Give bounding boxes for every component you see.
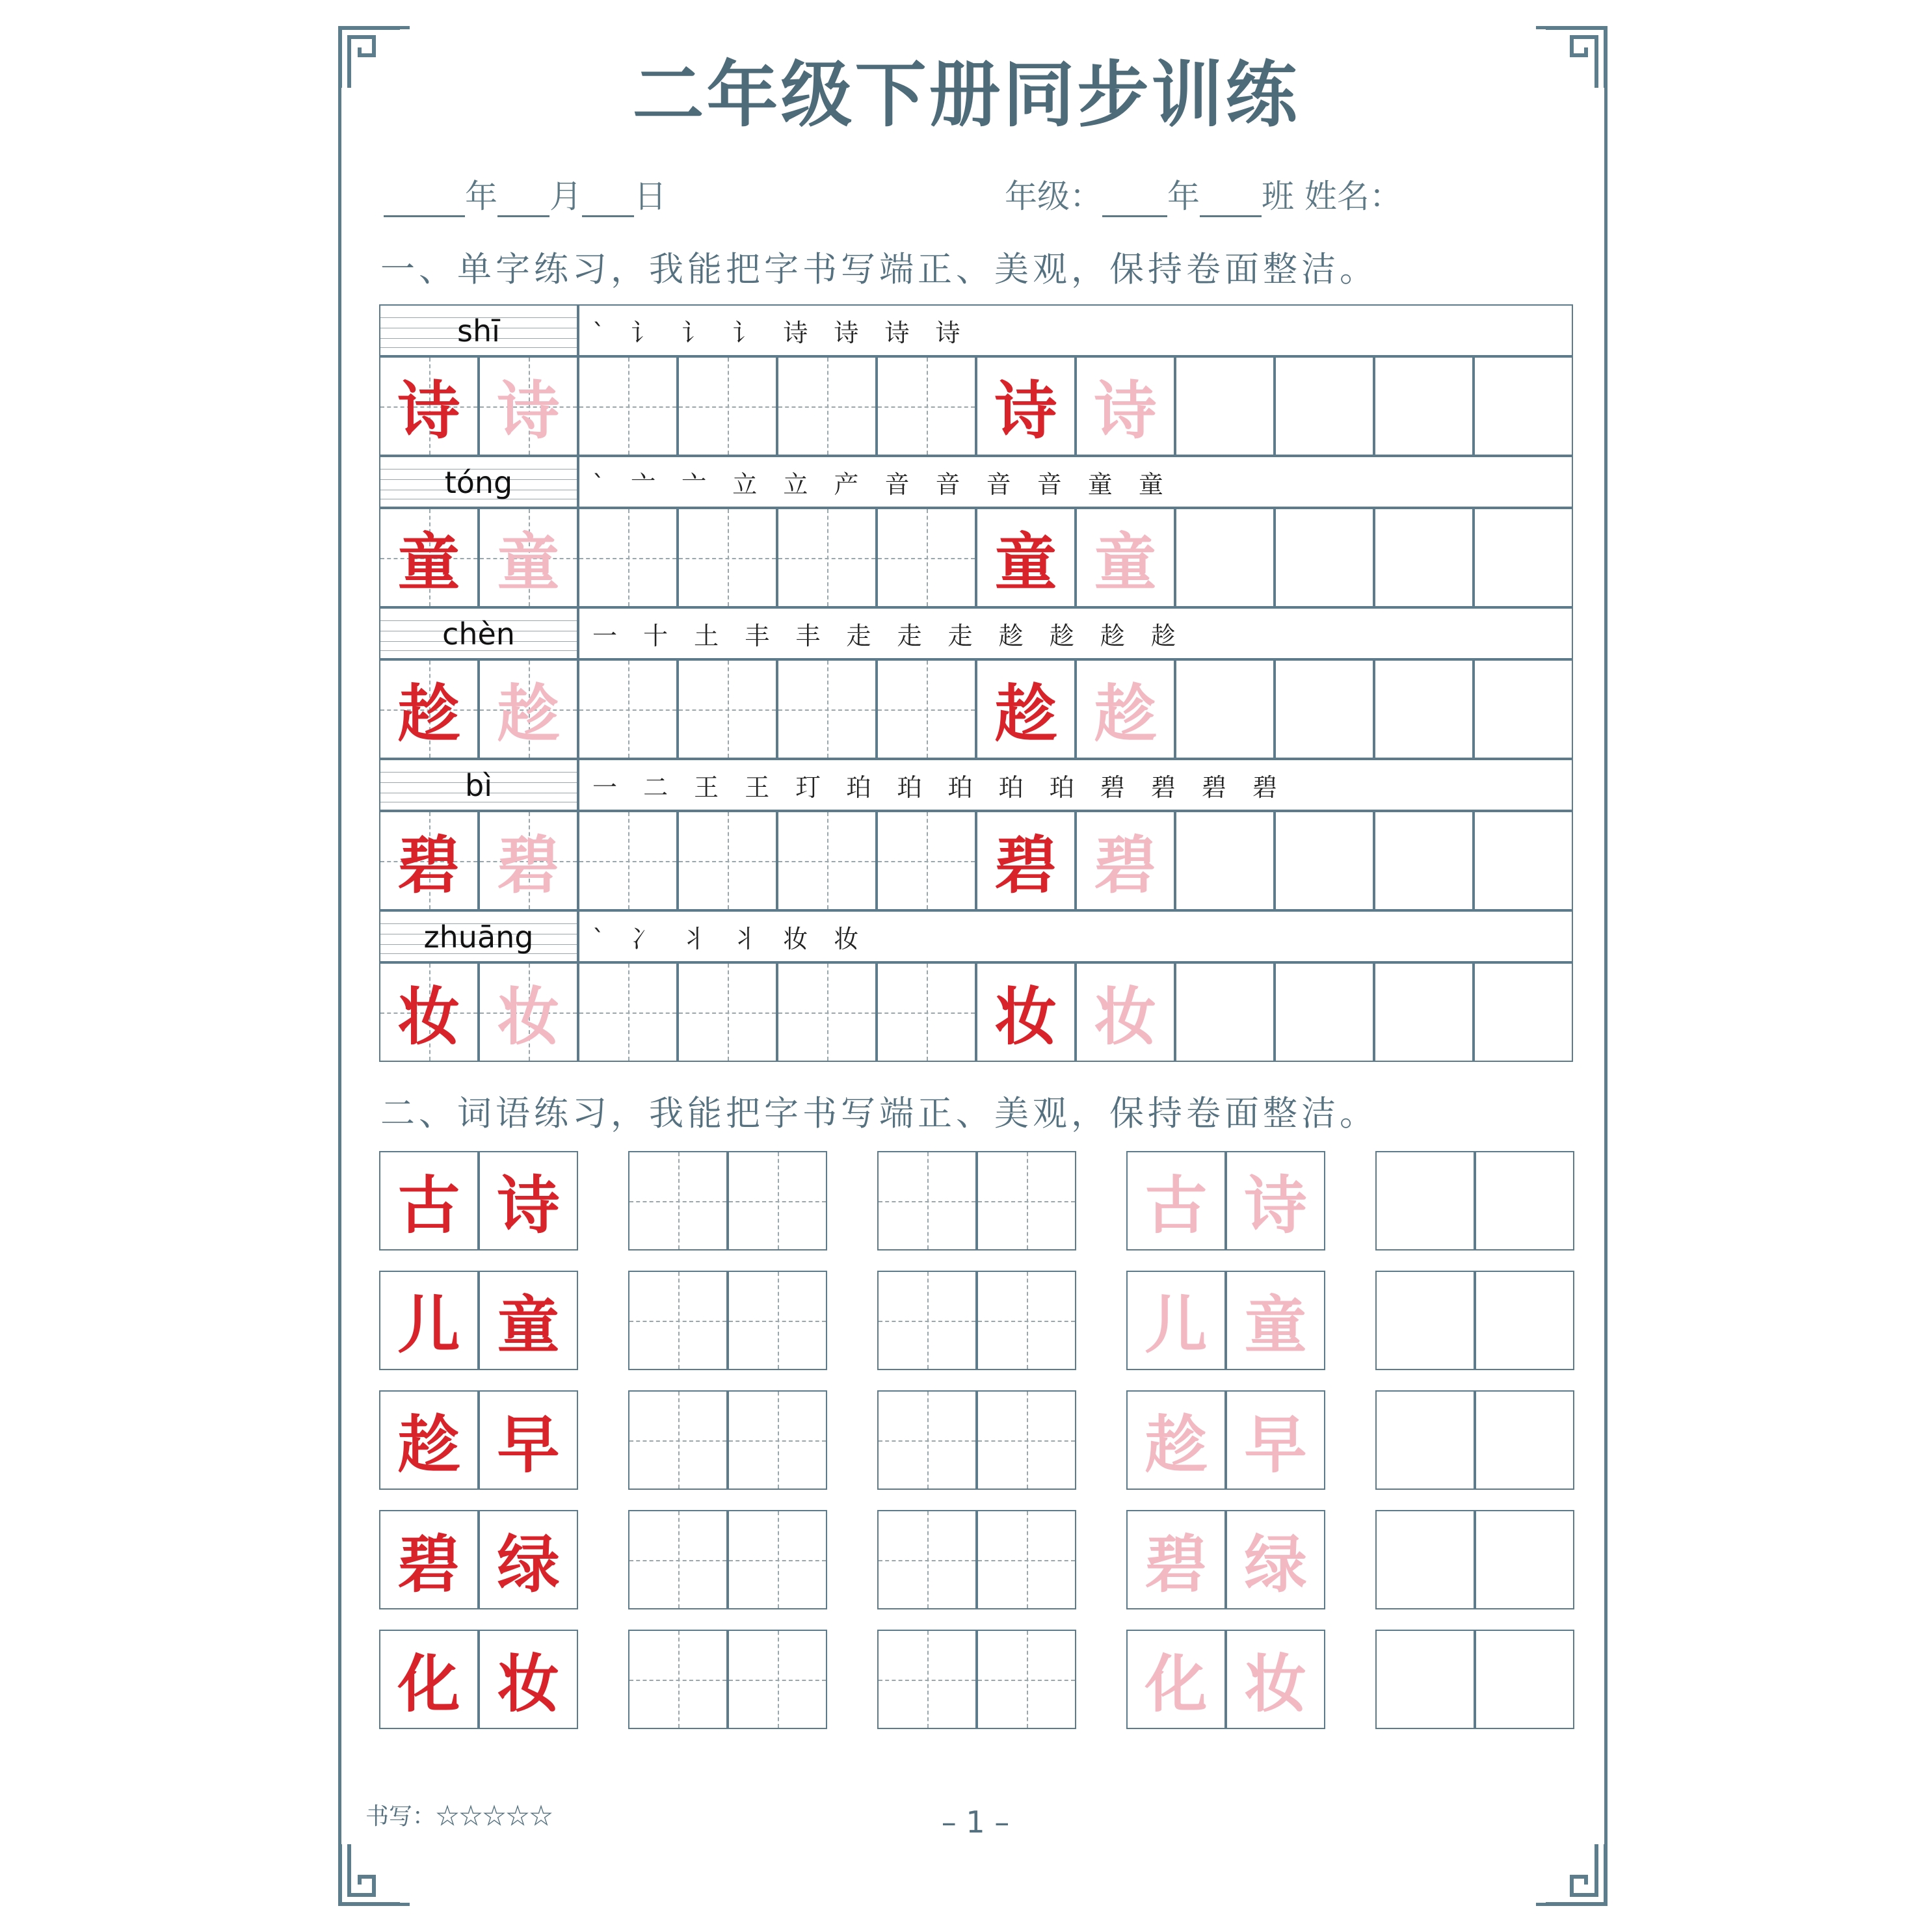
practice-cell[interactable] xyxy=(578,356,678,456)
trace-char: 童 xyxy=(1094,526,1157,599)
char-cell[interactable] xyxy=(976,356,1076,456)
guide-horizontal xyxy=(878,861,975,862)
word-practice-cell[interactable] xyxy=(977,1390,1076,1490)
word-char-cell[interactable] xyxy=(479,1390,578,1490)
model-char: 碧 xyxy=(994,829,1057,902)
guide-horizontal xyxy=(778,709,875,711)
practice-cell[interactable] xyxy=(678,962,777,1062)
guide-horizontal xyxy=(978,1440,1075,1442)
trace-char: 碧 xyxy=(1145,1528,1208,1601)
word-practice-cell[interactable] xyxy=(977,1510,1076,1609)
pinyin-text: shī xyxy=(457,313,500,349)
page-title: 二年级下册同步训练 xyxy=(632,53,1300,137)
practice-cell[interactable] xyxy=(1175,811,1275,910)
word-practice-cell[interactable] xyxy=(628,1510,728,1609)
stroke-order: 一 二 王 王 玎 珀 珀 珀 珀 珀 碧 碧 碧 碧 xyxy=(578,759,1573,811)
word-practice-cell[interactable] xyxy=(1475,1151,1574,1251)
word-char-cell[interactable] xyxy=(379,1151,479,1251)
guide-horizontal xyxy=(679,558,776,559)
model-char: 童 xyxy=(497,1289,560,1362)
guide-horizontal xyxy=(679,709,776,711)
guide-horizontal xyxy=(879,1560,975,1561)
model-char: 趁 xyxy=(397,1409,460,1481)
char-cell[interactable] xyxy=(379,811,479,910)
word-char-cell[interactable] xyxy=(379,1390,479,1490)
trace-char: 诗 xyxy=(1244,1169,1307,1242)
model-char: 碧 xyxy=(397,829,460,902)
word-char-cell[interactable] xyxy=(479,1151,578,1251)
guide-horizontal xyxy=(729,1680,826,1681)
word-char-cell[interactable] xyxy=(1226,1630,1325,1729)
pinyin-text: bì xyxy=(465,768,492,803)
word-practice-cell[interactable] xyxy=(728,1271,827,1370)
stroke-order: ` 讠 讠 讠 诗 诗 诗 诗 xyxy=(578,304,1573,356)
frame-left xyxy=(338,26,341,1906)
guide-horizontal xyxy=(729,1560,826,1561)
guide-horizontal xyxy=(879,1680,975,1681)
practice-cell[interactable] xyxy=(578,811,678,910)
guide-horizontal xyxy=(629,1321,726,1322)
word-char-cell[interactable] xyxy=(1126,1510,1226,1609)
char-cell[interactable] xyxy=(976,811,1076,910)
guide-horizontal xyxy=(579,709,676,711)
word-char-cell[interactable] xyxy=(1126,1390,1226,1490)
practice-cell[interactable] xyxy=(877,356,976,456)
guide-horizontal xyxy=(978,1560,1075,1561)
pinyin-cell xyxy=(379,607,578,659)
word-char-cell[interactable] xyxy=(479,1630,578,1729)
char-cell[interactable] xyxy=(1076,508,1175,607)
class-blank[interactable] xyxy=(1200,184,1262,217)
char-cell[interactable] xyxy=(976,508,1076,607)
trace-char: 趁 xyxy=(1094,678,1157,750)
practice-cell[interactable] xyxy=(1474,811,1573,910)
practice-cell[interactable] xyxy=(578,962,678,1062)
guide-horizontal xyxy=(629,1560,726,1561)
writing-rating: 书写：☆☆☆☆☆ xyxy=(365,1803,553,1830)
stroke-order: ` 亠 亠 立 立 产 音 音 音 音 童 童 xyxy=(578,456,1573,508)
practice-cell[interactable] xyxy=(678,659,777,759)
student-info-line xyxy=(1005,170,1402,216)
char-cell[interactable] xyxy=(379,356,479,456)
practice-cell[interactable] xyxy=(678,811,777,910)
word-practice-cell[interactable] xyxy=(628,1151,728,1251)
word-practice-cell[interactable] xyxy=(1475,1630,1574,1729)
guide-horizontal xyxy=(878,558,975,559)
practice-cell[interactable] xyxy=(1474,508,1573,607)
guide-horizontal xyxy=(679,1012,776,1014)
char-cell[interactable] xyxy=(1076,962,1175,1062)
practice-cell[interactable] xyxy=(777,811,877,910)
trace-char: 碧 xyxy=(497,829,560,902)
trace-char: 童 xyxy=(497,526,560,599)
practice-cell[interactable] xyxy=(777,356,877,456)
guide-horizontal xyxy=(878,709,975,711)
practice-cell[interactable] xyxy=(1275,811,1374,910)
model-char: 诗 xyxy=(994,375,1057,447)
word-char-cell[interactable] xyxy=(1126,1630,1226,1729)
char-cell[interactable] xyxy=(479,508,578,607)
year-blank[interactable] xyxy=(384,184,465,217)
grade-blank[interactable] xyxy=(1102,184,1167,217)
model-char: 碧 xyxy=(397,1528,460,1601)
trace-char: 趁 xyxy=(497,678,560,750)
char-cell[interactable] xyxy=(976,962,1076,1062)
practice-cell[interactable] xyxy=(1275,508,1374,607)
word-practice-cell[interactable] xyxy=(877,1510,977,1609)
word-practice-cell[interactable] xyxy=(728,1390,827,1490)
char-cell[interactable] xyxy=(1076,659,1175,759)
pinyin-text: chèn xyxy=(442,616,515,652)
word-char-cell[interactable] xyxy=(1226,1510,1325,1609)
model-char: 趁 xyxy=(397,678,460,750)
name-label: 姓名： xyxy=(1304,178,1402,215)
practice-cell[interactable] xyxy=(578,508,678,607)
trace-char: 趁 xyxy=(1145,1409,1208,1481)
date-line xyxy=(384,170,667,216)
word-practice-cell[interactable] xyxy=(728,1630,827,1729)
guide-horizontal xyxy=(729,1321,826,1322)
model-char: 古 xyxy=(397,1169,460,1242)
trace-char: 妆 xyxy=(497,981,560,1053)
practice-cell[interactable] xyxy=(578,659,678,759)
pinyin-text: tóng xyxy=(444,465,513,500)
word-practice-cell[interactable] xyxy=(1475,1510,1574,1609)
trace-char: 诗 xyxy=(497,375,560,447)
trace-char: 碧 xyxy=(1094,829,1157,902)
day-blank[interactable] xyxy=(582,184,634,217)
word-practice-cell[interactable] xyxy=(877,1630,977,1729)
word-char-cell[interactable] xyxy=(1226,1151,1325,1251)
word-char-cell[interactable] xyxy=(479,1510,578,1609)
model-char: 童 xyxy=(994,526,1057,599)
section1-title: 一、单字练习，我能把字书写端正、美观，保持卷面整洁。 xyxy=(380,250,1378,289)
practice-cell[interactable] xyxy=(777,508,877,607)
practice-cell[interactable] xyxy=(777,659,877,759)
word-practice-cell[interactable] xyxy=(628,1630,728,1729)
guide-horizontal xyxy=(978,1321,1075,1322)
word-practice-cell[interactable] xyxy=(728,1510,827,1609)
practice-cell[interactable] xyxy=(1374,356,1474,456)
guide-horizontal xyxy=(778,406,875,408)
year-label: 年 xyxy=(465,178,497,215)
word-char-cell[interactable] xyxy=(1226,1271,1325,1370)
practice-cell[interactable] xyxy=(1175,508,1275,607)
guide-horizontal xyxy=(879,1321,975,1322)
guide-horizontal xyxy=(778,1012,875,1014)
char-cell[interactable] xyxy=(976,659,1076,759)
pinyin-text: zhuāng xyxy=(423,920,534,955)
practice-cell[interactable] xyxy=(1474,356,1573,456)
char-cell[interactable] xyxy=(379,508,479,607)
practice-cell[interactable] xyxy=(1275,356,1374,456)
practice-cell[interactable] xyxy=(1374,508,1474,607)
trace-char: 化 xyxy=(1145,1648,1208,1721)
practice-cell[interactable] xyxy=(1275,659,1374,759)
model-char: 妆 xyxy=(994,981,1057,1053)
model-char: 趁 xyxy=(994,678,1057,750)
char-cell[interactable] xyxy=(479,962,578,1062)
guide-horizontal xyxy=(778,861,875,862)
practice-cell[interactable] xyxy=(1474,962,1573,1062)
word-practice-cell[interactable] xyxy=(977,1151,1076,1251)
month-blank[interactable] xyxy=(497,184,549,217)
corner-ornament-bottom-right xyxy=(1539,1838,1611,1909)
trace-char: 妆 xyxy=(1244,1648,1307,1721)
trace-char: 儿 xyxy=(1145,1289,1208,1362)
char-cell[interactable] xyxy=(479,811,578,910)
guide-horizontal xyxy=(579,558,676,559)
word-practice-cell[interactable] xyxy=(1475,1390,1574,1490)
grade-year-label: 年 xyxy=(1167,178,1200,215)
pinyin-cell xyxy=(379,910,578,962)
guide-horizontal xyxy=(879,1440,975,1442)
word-practice-cell[interactable] xyxy=(1375,1271,1475,1370)
stroke-order: ` 冫 丬 丬 妆 妆 xyxy=(578,910,1573,962)
word-char-cell[interactable] xyxy=(379,1271,479,1370)
word-char-cell[interactable] xyxy=(1126,1271,1226,1370)
guide-horizontal xyxy=(629,1201,726,1202)
word-practice-cell[interactable] xyxy=(1375,1630,1475,1729)
word-char-cell[interactable] xyxy=(1226,1390,1325,1490)
stroke-order: 一 十 土 丰 丰 走 走 走 趁 趁 趁 趁 xyxy=(578,607,1573,659)
word-practice-cell[interactable] xyxy=(1375,1390,1475,1490)
practice-cell[interactable] xyxy=(678,356,777,456)
word-practice-cell[interactable] xyxy=(877,1151,977,1251)
word-practice-cell[interactable] xyxy=(877,1390,977,1490)
guide-horizontal xyxy=(729,1440,826,1442)
pinyin-cell xyxy=(379,759,578,811)
char-cell[interactable] xyxy=(479,356,578,456)
guide-horizontal xyxy=(778,558,875,559)
practice-cell[interactable] xyxy=(777,962,877,1062)
model-char: 童 xyxy=(397,526,460,599)
char-cell[interactable] xyxy=(379,659,479,759)
word-practice-cell[interactable] xyxy=(877,1271,977,1370)
guide-horizontal xyxy=(629,1440,726,1442)
practice-cell[interactable] xyxy=(1374,811,1474,910)
practice-cell[interactable] xyxy=(1175,356,1275,456)
practice-cell[interactable] xyxy=(877,962,976,1062)
word-char-cell[interactable] xyxy=(379,1630,479,1729)
trace-char: 妆 xyxy=(1094,981,1157,1053)
word-practice-cell[interactable] xyxy=(1475,1271,1574,1370)
practice-cell[interactable] xyxy=(877,811,976,910)
model-char: 妆 xyxy=(497,1648,560,1721)
grade-label: 年级： xyxy=(1005,178,1102,215)
guide-horizontal xyxy=(579,406,676,408)
day-label: 日 xyxy=(634,178,667,215)
word-practice-cell[interactable] xyxy=(977,1630,1076,1729)
model-char: 妆 xyxy=(397,981,460,1053)
practice-cell[interactable] xyxy=(1175,962,1275,1062)
month-label: 月 xyxy=(549,178,582,215)
corner-ornament-bottom-left xyxy=(335,1838,406,1909)
guide-horizontal xyxy=(679,406,776,408)
guide-horizontal xyxy=(878,406,975,408)
guide-horizontal xyxy=(878,1012,975,1014)
word-char-cell[interactable] xyxy=(479,1271,578,1370)
practice-cell[interactable] xyxy=(1474,659,1573,759)
practice-cell[interactable] xyxy=(877,508,976,607)
guide-horizontal xyxy=(579,861,676,862)
trace-char: 绿 xyxy=(1244,1528,1307,1601)
class-label: 班 xyxy=(1262,178,1294,215)
practice-cell[interactable] xyxy=(877,659,976,759)
model-char: 绿 xyxy=(497,1528,560,1601)
trace-char: 早 xyxy=(1244,1409,1307,1481)
word-char-cell[interactable] xyxy=(1126,1151,1226,1251)
char-cell[interactable] xyxy=(479,659,578,759)
guide-horizontal xyxy=(729,1201,826,1202)
page-number: – 1 – xyxy=(941,1805,1010,1840)
practice-cell[interactable] xyxy=(1275,962,1374,1062)
char-cell[interactable] xyxy=(379,962,479,1062)
practice-cell[interactable] xyxy=(1374,962,1474,1062)
model-char: 早 xyxy=(497,1409,560,1481)
word-practice-cell[interactable] xyxy=(977,1271,1076,1370)
practice-cell[interactable] xyxy=(1374,659,1474,759)
guide-horizontal xyxy=(679,861,776,862)
word-practice-cell[interactable] xyxy=(1375,1510,1475,1609)
model-char: 化 xyxy=(397,1648,460,1721)
guide-horizontal xyxy=(978,1680,1075,1681)
word-practice-cell[interactable] xyxy=(628,1271,728,1370)
trace-char: 诗 xyxy=(1094,375,1157,447)
word-practice-cell[interactable] xyxy=(1375,1151,1475,1251)
practice-cell[interactable] xyxy=(1175,659,1275,759)
word-practice-cell[interactable] xyxy=(628,1390,728,1490)
guide-horizontal xyxy=(579,1012,676,1014)
guide-horizontal xyxy=(978,1201,1075,1202)
pinyin-cell xyxy=(379,456,578,508)
word-char-cell[interactable] xyxy=(379,1510,479,1609)
guide-horizontal xyxy=(879,1201,975,1202)
char-cell[interactable] xyxy=(1076,811,1175,910)
practice-cell[interactable] xyxy=(678,508,777,607)
model-char: 诗 xyxy=(397,375,460,447)
trace-char: 童 xyxy=(1244,1289,1307,1362)
section2-title: 二、词语练习，我能把字书写端正、美观，保持卷面整洁。 xyxy=(380,1094,1378,1133)
pinyin-cell xyxy=(379,304,578,356)
trace-char: 古 xyxy=(1145,1169,1208,1242)
frame-right xyxy=(1604,26,1608,1906)
model-char: 儿 xyxy=(397,1289,460,1362)
char-cell[interactable] xyxy=(1076,356,1175,456)
guide-horizontal xyxy=(629,1680,726,1681)
word-practice-cell[interactable] xyxy=(728,1151,827,1251)
model-char: 诗 xyxy=(497,1169,560,1242)
